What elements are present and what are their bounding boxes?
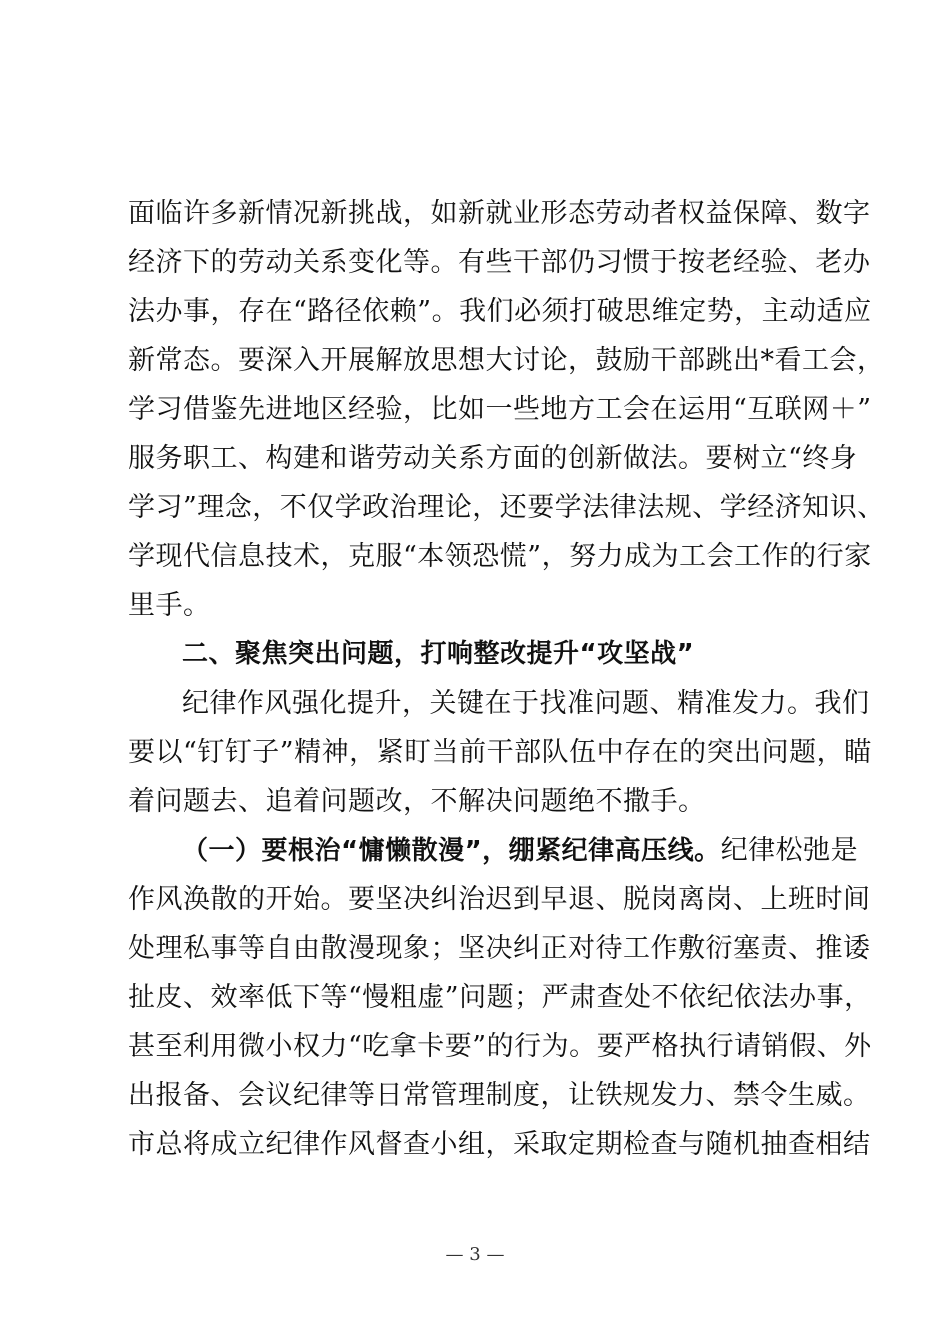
text-line: 扯皮、效率低下等“慢粗虚”问题；严肃查处不依纪依法办事， bbox=[128, 982, 872, 1013]
text-line: 要以“钉钉子”精神，紧盯当前干部队伍中存在的突出问题，瞄 bbox=[128, 737, 872, 768]
subsection-lead-text: 纪律松弛是 bbox=[720, 835, 859, 866]
text-line: 出报备、会议纪律等日常管理制度，让铁规发力、禁令生威。 bbox=[128, 1080, 871, 1111]
page-number: — 3 — bbox=[445, 1244, 505, 1265]
body-text bbox=[128, 189, 885, 1169]
text-line: 学习借鉴先进地区经验，比如一些地方工会在运用“互联网＋” bbox=[128, 394, 872, 425]
text-line: 纪律作风强化提升，关键在于找准问题、精准发力。我们 bbox=[182, 688, 870, 719]
text-line: 甚至利用微小权力“吃拿卡要”的行为。要严格执行请销假、外 bbox=[128, 1031, 872, 1062]
text-line: 服务职工、构建和谐劳动关系方面的创新做法。要树立“终身 bbox=[128, 443, 858, 474]
text-line: 面临许多新情况新挑战，如新就业形态劳动者权益保障、数字 bbox=[128, 198, 871, 229]
section-heading: 二、聚焦突出问题，打响整改提升“攻坚战” bbox=[182, 639, 695, 669]
text-line: 处理私事等自由散漫现象；坚决纠正对待工作敷衍塞责、推诿 bbox=[128, 933, 871, 964]
text-line: 经济下的劳动关系变化等。有些干部仍习惯于按老经验、老办 bbox=[128, 247, 871, 278]
text-line: 着问题去、追着问题改，不解决问题绝不撒手。 bbox=[128, 786, 706, 817]
text-line: 作风涣散的开始。要坚决纠治迟到早退、脱岗离岗、上班时间 bbox=[128, 884, 871, 915]
text-line: 法办事，存在“路径依赖”。我们必须打破思维定势，主动适应 bbox=[128, 296, 872, 327]
subsection-heading: （一）要根治“慵懒散漫”，绷紧纪律高压线。 bbox=[182, 836, 721, 866]
text-line: 里手。 bbox=[128, 590, 211, 621]
text-line: 市总将成立纪律作风督查小组，采取定期检查与随机抽查相结 bbox=[128, 1129, 871, 1160]
text-line: 学习”理念，不仅学政治理论，还要学法律法规、学经济知识、 bbox=[128, 492, 885, 523]
text-line: 新常态。要深入开展解放思想大讨论，鼓励干部跳出*看工会， bbox=[128, 345, 885, 376]
text-line: 学现代信息技术，克服“本领恐慌”，努力成为工会工作的行家 bbox=[128, 541, 872, 572]
subsection-line bbox=[128, 826, 859, 875]
